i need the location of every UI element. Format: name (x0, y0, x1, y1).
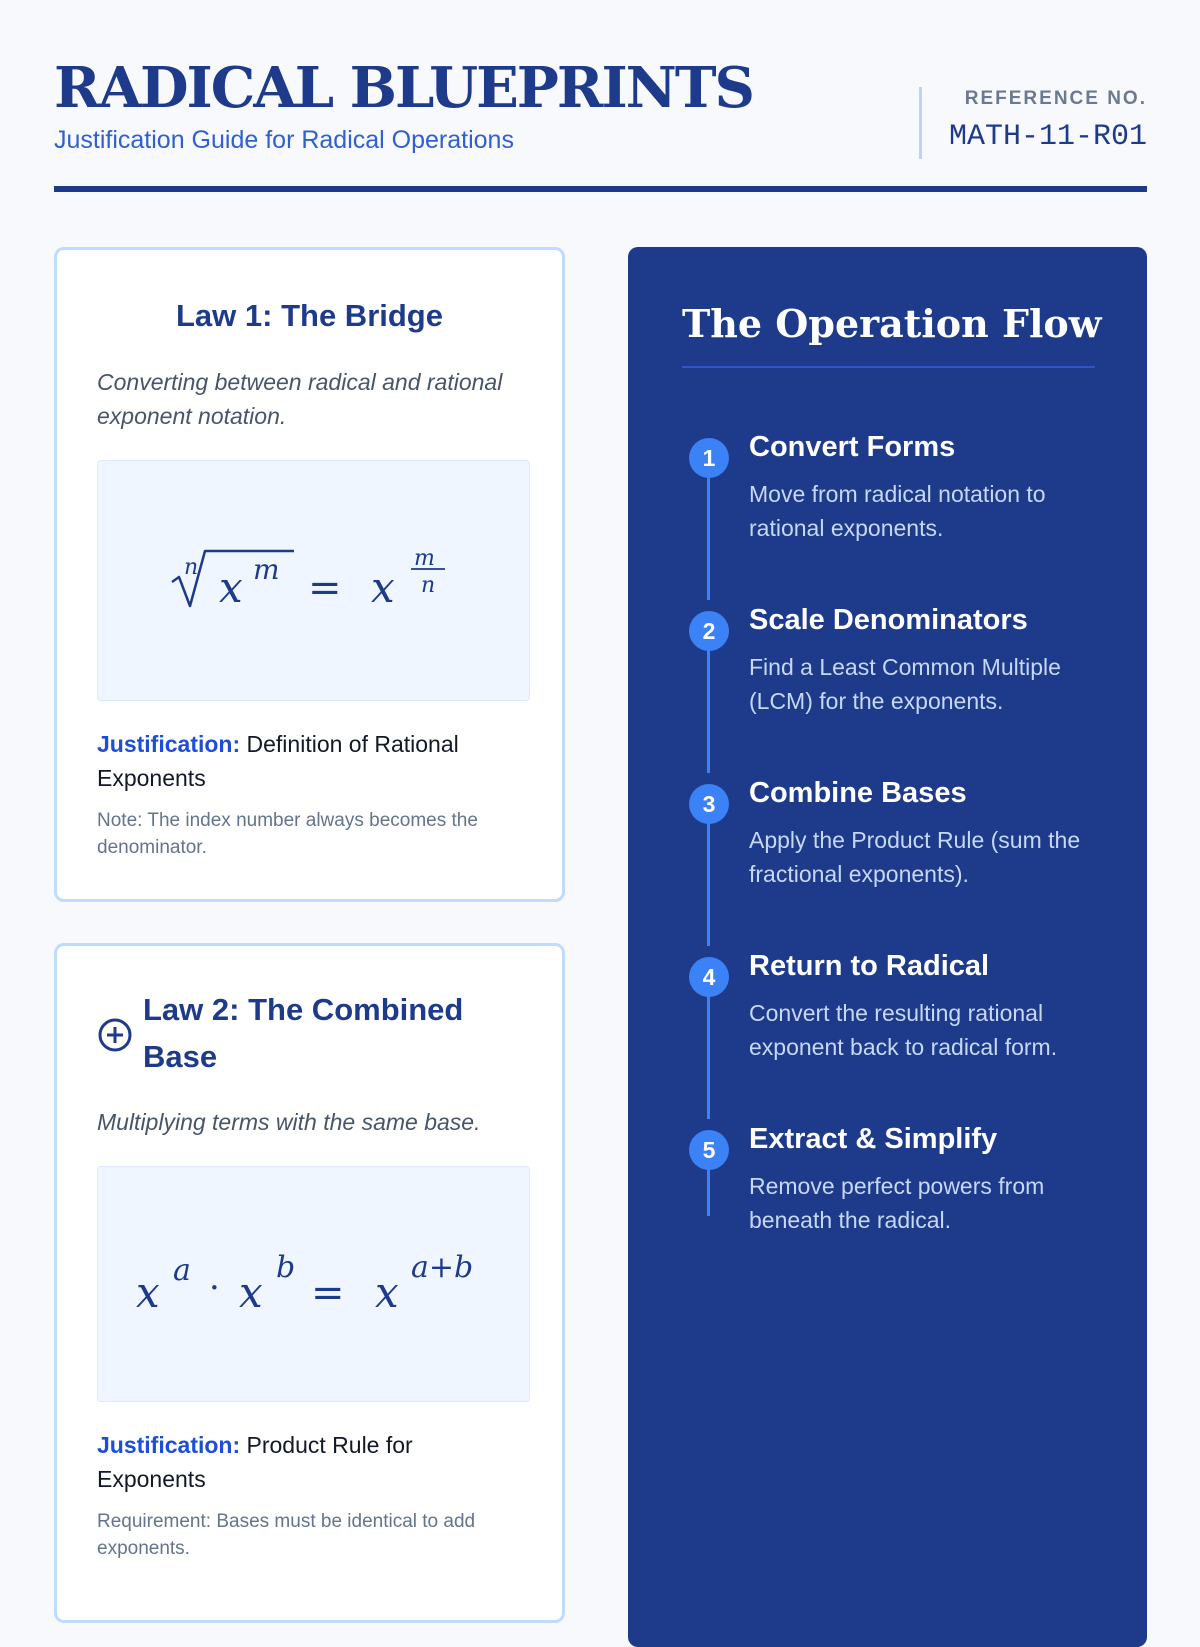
law-1-title: Law 1: The Bridge (176, 298, 443, 333)
step-number-badge: 4 (689, 957, 729, 997)
flow-step (628, 1119, 1147, 1292)
step-connector (707, 477, 710, 600)
formula-equals: = (308, 565, 342, 611)
step-title: Extract & Simplify (749, 1123, 998, 1155)
step-connector (707, 996, 710, 1119)
formula-exponent-numerator: m (414, 546, 435, 571)
step-title: Convert Forms (749, 431, 956, 463)
law-1-formula (97, 460, 530, 701)
law-1-justification (97, 727, 527, 795)
formula-term-1-base: x (136, 1268, 160, 1317)
formula-result-base: x (375, 1268, 399, 1317)
formula-result-base: x (371, 563, 395, 612)
step-description: Convert the resulting rational exponent back to radical form. (749, 1000, 1058, 1060)
justification-label: Justification: (97, 731, 241, 757)
flow-steps (628, 247, 1147, 1647)
formula-equals: = (311, 1270, 345, 1316)
law-2-note: Requirement: Bases must be identical to add exponents. (97, 1511, 476, 1559)
formula-base: x (219, 563, 243, 612)
flow-step (628, 600, 1147, 773)
step-number-badge: 1 (689, 438, 729, 478)
law-2-formula-graphic (98, 1167, 531, 1403)
step-description: Remove perfect powers from beneath the radical. (749, 1173, 1045, 1233)
operation-flow-panel (628, 247, 1147, 1647)
flow-step (628, 773, 1147, 946)
law-2-justification (97, 1428, 527, 1496)
page-title: RADICAL BLUEPRINTS (54, 55, 753, 121)
page-subtitle: Justification Guide for Radical Operations (54, 126, 514, 154)
law-1-formula-graphic (98, 461, 531, 702)
law-2-title: Law 2: The Combined Base (143, 992, 464, 1074)
law-2-card (54, 943, 565, 1623)
justification-text: Definition of Rational Exponents (97, 731, 459, 791)
formula-exponent-denominator: n (421, 573, 436, 598)
flow-title: The Operation Flow (682, 301, 1102, 346)
reference-number: MATH-11-R01 (948, 120, 1147, 154)
step-description: Apply the Product Rule (sum the fractional exponents). (749, 827, 1081, 887)
formula-power: m (253, 553, 280, 586)
law-1-card (54, 247, 565, 902)
step-number-badge: 3 (689, 784, 729, 824)
formula-term-1-exponent: a (173, 1253, 191, 1288)
step-description: Find a Least Common Multiple (LCM) for the exponents. (749, 654, 1061, 714)
law-2-description: Multiplying terms with the same base. (97, 1109, 481, 1135)
step-number-badge: 5 (689, 1130, 729, 1170)
justification-text: Product Rule for Exponents (97, 1432, 413, 1492)
step-title: Return to Radical (749, 950, 990, 982)
formula-result-exponent: a+b (411, 1250, 474, 1285)
law-1-note: Note: The index number always becomes the denominator. (97, 810, 478, 858)
step-connector (707, 823, 710, 946)
header-rule (54, 186, 1147, 192)
step-title: Combine Bases (749, 777, 967, 809)
step-description: Move from radical notation to rational exponents. (749, 481, 1046, 541)
formula-dot: · (209, 1268, 220, 1308)
justification-label: Justification: (97, 1432, 241, 1458)
step-number-badge: 2 (689, 611, 729, 651)
flow-step (628, 427, 1147, 600)
step-connector (707, 1169, 710, 1216)
header (54, 50, 1147, 190)
step-connector (707, 650, 710, 773)
law-1-description: Converting between radical and rational exponent notation. (97, 369, 503, 429)
flow-step (628, 946, 1147, 1119)
reference-label: REFERENCE NO. (964, 88, 1147, 109)
formula-term-2-exponent: b (276, 1250, 296, 1285)
step-title: Scale Denominators (749, 604, 1028, 636)
formula-term-2-base: x (239, 1268, 263, 1317)
circle-plus-icon (96, 1016, 134, 1054)
formula-radical-index: n (184, 555, 199, 580)
page (54, 0, 1147, 1600)
law-2-formula (97, 1166, 530, 1402)
reference-divider (919, 87, 922, 159)
